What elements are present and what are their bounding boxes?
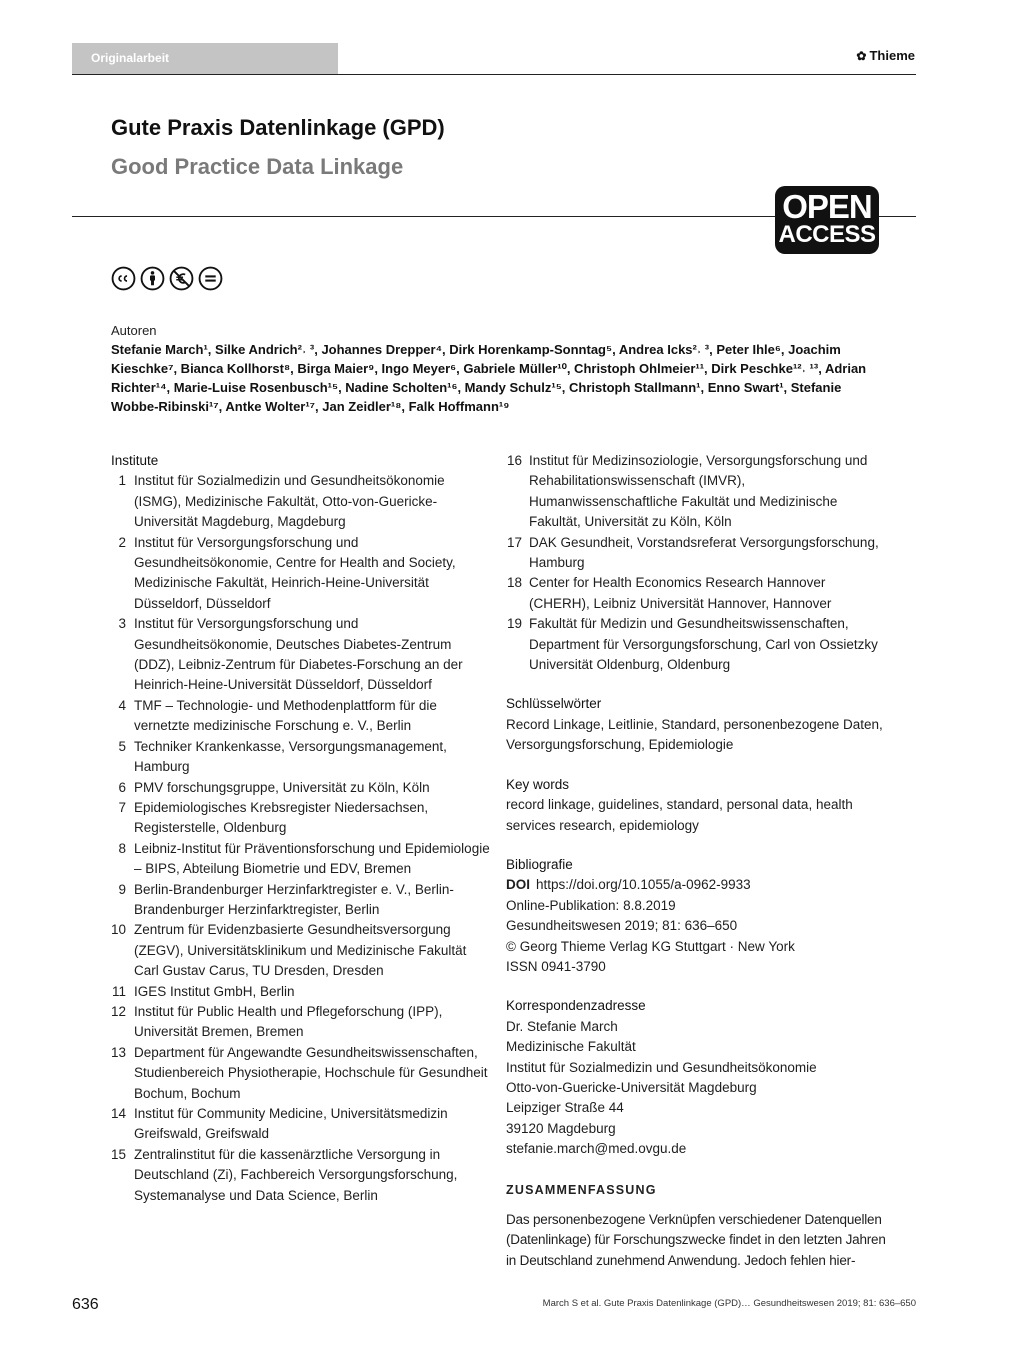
keywords-de-heading: Schlüsselwörter: [506, 696, 602, 712]
authors-list: Stefanie March¹, Silke Andrich²˒ ³, Johannes Drepper⁴, Dirk Horenkamp-Sonntag⁵, Andrea Icks²˒ ³, Peter Ihle⁶, Joachim Kieschke⁷, Bianca Kollhorst⁸, Birga Maier⁹, Ingo Meyer⁶, Gabriele Müller¹⁰, Christoph Ohlmeier¹¹, Dirk Peschke¹²˒ ¹³, Adrian Richter¹⁴, Marie-Luise Rosenbusch¹⁵, Nadine Scholten¹⁶, Mandy Schulz¹⁵, Christoph Stallmann¹, Enno Swart¹, Stefanie Wobbe-Ribinski¹⁷, Antke Wolter¹⁷, Jan Zeidler¹⁸, Falk Hoffmann¹⁹: [111, 342, 867, 414]
institute-list-right: [506, 451, 886, 675]
page-number: 636: [72, 1296, 99, 1313]
nd-icon: [198, 266, 223, 291]
doi-line: [506, 875, 886, 895]
institute-number: 1: [118, 473, 126, 489]
keywords-de-section: [506, 694, 886, 755]
institute-text: Department für Angewandte Gesundheitswissenschaften, Studienbereich Physiotherapie, Hochschule für Gesundheit Bochum, Bochum: [134, 1044, 488, 1101]
open-access-line1: OPEN: [782, 188, 872, 225]
institute-number: 7: [118, 799, 126, 815]
institute-number: 11: [111, 983, 126, 999]
institute-item: [111, 696, 491, 737]
correspondence-line: 39120 Magdeburg: [506, 1120, 616, 1136]
institute-item: [111, 533, 491, 615]
institute-item: [506, 614, 886, 675]
publisher-name: Thieme: [869, 48, 915, 63]
institute-item: [506, 451, 886, 533]
institute-text: Institut für Community Medicine, Universitätsmedizin Greifswald, Greifswald: [134, 1106, 448, 1142]
institute-number: 19: [506, 616, 522, 632]
institute-number: 3: [118, 616, 126, 632]
open-access-badge: [775, 186, 879, 254]
by-icon: [140, 266, 165, 291]
doi-label: DOI: [506, 877, 531, 893]
institute-text: DAK Gesundheit, Vorstandsreferat Versorgungsforschung, Hamburg: [529, 534, 879, 571]
institutes-column-left: [111, 451, 491, 1206]
thieme-logo-icon: ✿: [856, 49, 867, 63]
abstract-text: Das personenbezogene Verknüpfen verschiedener Datenquellen (Datenlinkage) für Forschungszwecke findet in den letzten Jahren in Deutschland zunehmend Anwendung. Jedoch fehlen hier-: [506, 1212, 886, 1268]
correspondence-section: [506, 996, 886, 1159]
institute-item: [111, 1104, 491, 1145]
header-divider: [72, 74, 916, 75]
institute-text: Zentrum für Evidenzbasierte Gesundheitsversorgung (ZEGV), Universitätsklinikum und Medizinische Fakultät Carl Gustav Carus, TU Dresden, Dresden: [134, 922, 467, 979]
institute-number: 2: [118, 534, 126, 550]
institute-item: [111, 1002, 491, 1043]
institute-number: 18: [506, 575, 522, 591]
institute-number: 13: [111, 1044, 127, 1060]
institute-text: IGES Institut GmbH, Berlin: [134, 983, 295, 999]
institute-text: Epidemiologisches Krebsregister Niedersachsen, Registerstelle, Oldenburg: [134, 799, 429, 836]
institute-text: Institut für Public Health und Pflegeforschung (IPP), Universität Bremen, Bremen: [134, 1003, 443, 1040]
bibliography-heading: Bibliografie: [506, 856, 573, 872]
institute-text: Techniker Krankenkasse, Versorgungsmanagement, Hamburg: [134, 738, 447, 775]
institute-item: [111, 471, 491, 532]
title-divider-right: [879, 216, 916, 217]
journal-reference: Gesundheitswesen 2019; 81: 636–650: [506, 918, 738, 934]
column-right: [506, 451, 886, 1285]
institute-number: 17: [506, 534, 522, 550]
institute-item: [111, 880, 491, 921]
institute-item: [111, 1145, 491, 1206]
institute-number: 4: [118, 697, 126, 713]
institute-number: 5: [118, 738, 126, 754]
institute-number: 12: [111, 1003, 127, 1019]
correspondence-line: Dr. Stefanie March: [506, 1018, 618, 1034]
correspondence-line: Medizinische Fakultät: [506, 1039, 636, 1055]
institute-item: [111, 839, 491, 880]
institute-number: 15: [111, 1146, 127, 1162]
institute-item: [111, 778, 491, 798]
keywords-de-text: Record Linkage, Leitlinie, Standard, personenbezogene Daten, Versorgungsforschung, Epidemiologie: [506, 716, 883, 753]
institute-item: [111, 1043, 491, 1104]
doi-link[interactable]: https://doi.org/10.1055/a-0962-9933: [536, 877, 751, 893]
institute-text: Berlin-Brandenburger Herzinfarktregister e. V., Berlin-Brandenburger Herzinfarktregister, Berlin: [134, 881, 454, 917]
institute-list-left: [111, 471, 491, 1206]
copyright-line: © Georg Thieme Verlag KG Stuttgart · New York: [506, 938, 795, 954]
correspondence-line: Leipziger Straße 44: [506, 1100, 624, 1116]
online-publication: Online-Publikation: 8.8.2019: [506, 897, 676, 913]
institute-item: [111, 737, 491, 778]
authors-section: [111, 321, 881, 416]
correspondence-heading: Korrespondenzadresse: [506, 998, 646, 1014]
issn-line: ISSN 0941-3790: [506, 958, 606, 974]
publisher-logo: [856, 48, 915, 63]
article-subtitle: Good Practice Data Linkage: [111, 154, 404, 179]
institute-text: PMV forschungsgruppe, Universität zu Köln, Köln: [134, 779, 430, 795]
institute-item: [111, 982, 491, 1002]
institute-text: Leibniz-Institut für Präventionsforschung und Epidemiologie – BIPS, Abteilung Biometrie und EDV, Bremen: [134, 840, 490, 877]
article-title: Gute Praxis Datenlinkage (GPD): [111, 115, 445, 140]
institute-text: Center for Health Economics Research Hannover (CHERH), Leibniz Universität Hannover, Hannover: [529, 575, 832, 611]
institute-text: Institut für Medizinsoziologie, Versorgungsforschung und Rehabilitationswissenschaft (IMVR), Humanwissenschaftliche Fakultät und Medizinische Fakultät, Universität zu Köln, Köln: [529, 453, 868, 530]
keywords-en-heading: Key words: [506, 776, 570, 792]
institute-number: 6: [118, 779, 126, 795]
institute-text: Institut für Sozialmedizin und Gesundheitsökonomie (ISMG), Medizinische Fakultät, Otto-von-Guericke-Universität Magdeburg, Magdeburg: [134, 473, 445, 530]
cc-icon: [111, 266, 136, 291]
bibliography-section: [506, 855, 886, 977]
abstract-heading: ZUSAMMENFASSUNG: [506, 1182, 657, 1197]
institute-text: Fakultät für Medizin und Gesundheitswissenschaften, Department für Versorgungsforschung, Carl von Ossietzky Universität Oldenburg, Oldenburg: [529, 616, 878, 673]
institute-item: [111, 798, 491, 839]
title-divider: [72, 216, 775, 217]
open-access-line2: ACCESS: [778, 221, 876, 248]
institute-number: 16: [506, 453, 522, 468]
institute-number: 8: [118, 840, 126, 856]
footer-citation: March S et al. Gute Praxis Datenlinkage (GPD)… Gesundheitswesen 2019; 81: 636–650: [542, 1298, 916, 1309]
institute-item: [111, 920, 491, 981]
institute-text: Institut für Versorgungsforschung und Gesundheitsökonomie, Centre for Health and Society, Medizinische Fakultät, Heinrich-Heine-Universität Düsseldorf, Düsseldorf: [134, 534, 456, 611]
keywords-en-text: record linkage, guidelines, standard, personal data, health services research, epidemiology: [506, 797, 853, 833]
institute-text: Institut für Versorgungsforschung und Gesundheitsökonomie, Deutsches Diabetes-Zentrum (DDZ), Leibniz-Zentrum für Diabetes-Forschung an der Heinrich-Heine-Universität Düsseldorf, Düsseldorf: [134, 616, 463, 693]
correspondence-email[interactable]: stefanie.march@med.ovgu.de: [506, 1141, 687, 1157]
institute-item: [506, 573, 886, 614]
institutes-heading: Institute: [111, 453, 159, 468]
institute-number: 10: [111, 922, 127, 938]
nc-icon: [169, 266, 194, 291]
correspondence-line: Otto-von-Guericke-Universität Magdeburg: [506, 1079, 757, 1095]
section-label: Originalarbeit: [72, 43, 338, 74]
authors-label: Autoren: [111, 323, 157, 338]
institute-text: TMF – Technologie- und Methodenplattform für die vernetzte medizinische Forschung e. V., Berlin: [134, 697, 437, 734]
license-icons: [111, 266, 223, 291]
institute-number: 14: [111, 1106, 127, 1121]
institute-text: Zentralinstitut für die kassenärztliche Versorgung in Deutschland (Zi), Fachbereich Versorgungsforschung, Systemanalyse und Data Science, Berlin: [134, 1146, 458, 1203]
keywords-en-section: [506, 775, 886, 836]
institute-number: 9: [118, 881, 126, 897]
institute-item: [506, 533, 886, 574]
institute-item: [111, 614, 491, 696]
correspondence-line: Institut für Sozialmedizin und Gesundheitsökonomie: [506, 1059, 817, 1075]
